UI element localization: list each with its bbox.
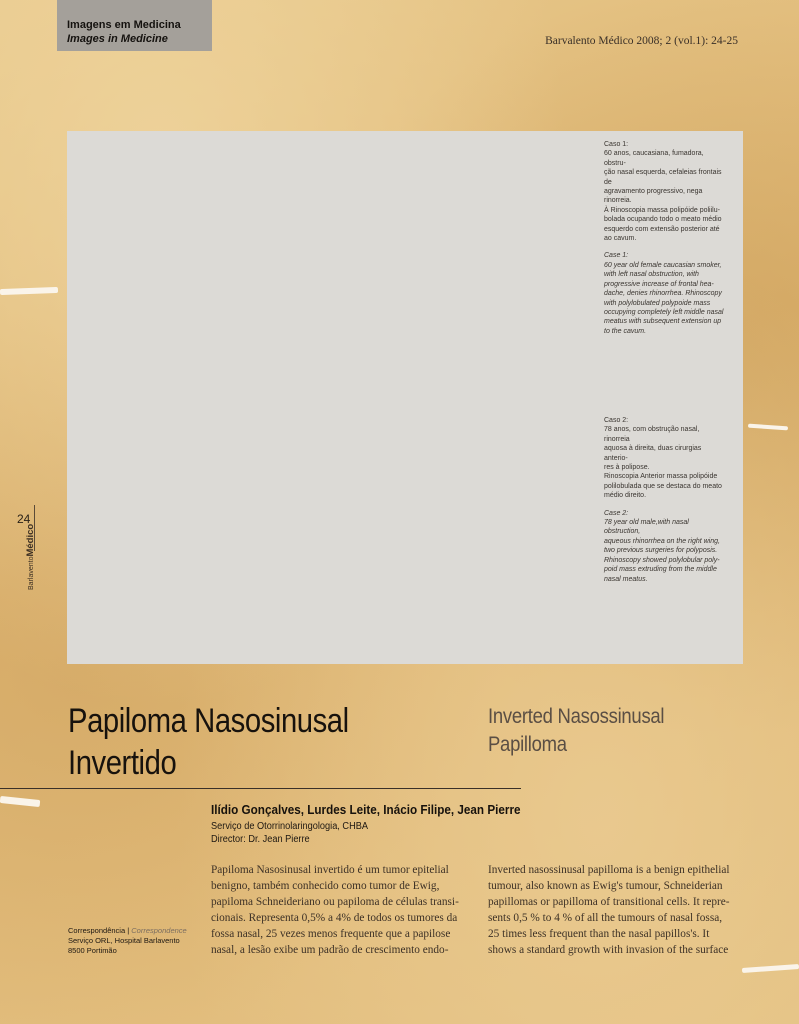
article-authors: Ilídio Gonçalves, Lurdes Leite, Inácio Filipe, Jean Pierre <box>211 802 521 817</box>
case1-pt-line: bolada ocupando todo o meato médio <box>604 216 722 224</box>
case2-en-line: two previous surgeries for polyposis. <box>604 547 718 555</box>
correspondence-label-en: Correspondence <box>131 926 187 935</box>
body-pt-line: nasal, a lesão exibe um padrão de crescimento endo- <box>211 944 449 956</box>
case2-en-line: Case 2: <box>604 509 629 517</box>
body-pt-line: fossa nasal, 25 vezes menos frequente que a papilose <box>211 928 451 940</box>
service-director: Director: Dr. Jean Pierre <box>211 834 310 845</box>
body-pt-line: cionais. Representa 0,5% a 4% de todos os tumores da <box>211 912 458 924</box>
case2-pt-line: aquosa à direita, duas cirurgias anterio- <box>604 445 702 462</box>
case1-pt-line: ção nasal esquerda, cefaleias frontais de <box>604 169 722 186</box>
author-affiliation: Serviço de Otorrinolaringologia, CHBA <box>211 821 368 832</box>
article-title-pt <box>68 700 412 784</box>
section-header <box>57 0 212 51</box>
abstract-en <box>488 862 738 958</box>
body-en-line: 25 times less frequent than the nasal papillos's. It <box>488 928 710 940</box>
case1-pt-line: 60 anos, caucasiana, fumadora, obstru- <box>604 150 704 167</box>
case1-pt-line: ao cavum. <box>604 235 637 243</box>
body-pt-line: Papiloma Nasosinusal invertido é um tumor epitelial <box>211 864 449 876</box>
case2-pt-line: Rinoscopia Anterior massa polipóide <box>604 473 718 481</box>
case2-en-line: poid mass extruding from the middle <box>604 566 717 574</box>
case1-en-line: dache, denies rhinorrhea. Rhinoscopy <box>604 290 722 298</box>
article-title-en <box>488 703 717 759</box>
page-number: 24 <box>17 512 31 526</box>
case2-pt-line: médio direito. <box>604 492 647 500</box>
title-en-line: Papilloma <box>488 733 567 756</box>
case1-caption <box>604 140 726 336</box>
correspondence-address-line: Serviço ORL, Hospital Barlavento <box>68 936 180 945</box>
journal-name-part1: Barlavento <box>28 556 35 590</box>
case2-caption <box>604 416 726 584</box>
case2-pt-line: Caso 2: <box>604 417 629 424</box>
journal-name-vertical <box>25 524 36 590</box>
paper-tear <box>748 424 788 431</box>
case1-en-line: progressive increase of frontal hea- <box>604 280 714 288</box>
case1-en-line: meatus with subsequent extension up <box>604 318 722 326</box>
correspondence-address-line: 8500 Portimão <box>68 946 117 955</box>
paper-tear <box>0 287 58 295</box>
case1-en-line: 60 year old female caucasian smoker, <box>604 261 722 269</box>
section-title-pt: Imagens em Medicina <box>67 19 181 31</box>
body-en-line: shows a standard growth with invasion of the surface <box>488 944 729 956</box>
paper-tear <box>742 964 799 973</box>
case2-en-line: aqueous rhinorrhea on the right wing, <box>604 537 720 545</box>
journal-name-part2: Médico <box>25 523 36 557</box>
body-en-line: papillomas or papilloma of transitional cells. It repre- <box>488 896 730 908</box>
correspondence-label-pt: Correspondência <box>68 926 126 935</box>
case2-en-line: nasal meatus. <box>604 575 648 583</box>
case2-pt-line: 78 anos, com obstrução nasal, rinorreia <box>604 426 700 443</box>
body-en-line: Inverted nasossinusal papilloma is a benign epithelial <box>488 864 730 876</box>
title-en-line: Inverted Nasossinusal <box>488 705 665 728</box>
case1-en-line: with polylobulated polypoide mass <box>604 299 711 307</box>
body-en-line: tumour, also known as Ewig's tumour, Schneiderian <box>488 880 723 892</box>
section-title-en: Images in Medicine <box>67 33 168 45</box>
abstract-pt <box>211 862 461 958</box>
case1-en-line: with left nasal obstruction, with <box>604 271 699 279</box>
case1-pt-line: Caso 1: <box>604 141 629 148</box>
body-pt-line: benigno, também conhecido como tumor de Ewig, <box>211 880 440 892</box>
case2-en-line: 78 year old male,with nasal obstruction, <box>604 519 689 536</box>
case1-pt-line: esquerdo com extensão posterior até <box>604 225 720 233</box>
case2-pt-line: polilobulada que se destaca do meato <box>604 482 722 490</box>
title-divider <box>0 788 521 789</box>
body-pt-line: papiloma Schneideriano ou papiloma de células transi- <box>211 896 459 908</box>
case1-en-line: Case 1: <box>604 252 629 260</box>
case1-pt-line: agravamento progressivo, nega rinorreia. <box>604 188 703 205</box>
case2-en-line: Rhinoscopy showed polylobular poly- <box>604 556 720 564</box>
case1-en-line: occupying completely left middle nasal <box>604 308 724 316</box>
title-pt-line: Papiloma Nasosinusal <box>68 702 349 740</box>
paper-tear <box>0 796 40 807</box>
body-en-line: sents 0,5 % to 4 % of all the tumours of nasal fossa, <box>488 912 723 924</box>
case1-en-line: to the cavum. <box>604 327 647 335</box>
case1-pt-line: À Rinoscopia massa polipóide poliilu- <box>604 206 720 214</box>
title-pt-line: Invertido <box>68 744 177 782</box>
correspondence-separator: | <box>125 926 132 935</box>
correspondence-block <box>68 926 187 956</box>
case2-pt-line: res à polipose. <box>604 464 650 472</box>
journal-citation: Barvalento Médico 2008; 2 (vol.1): 24-25 <box>545 35 738 47</box>
